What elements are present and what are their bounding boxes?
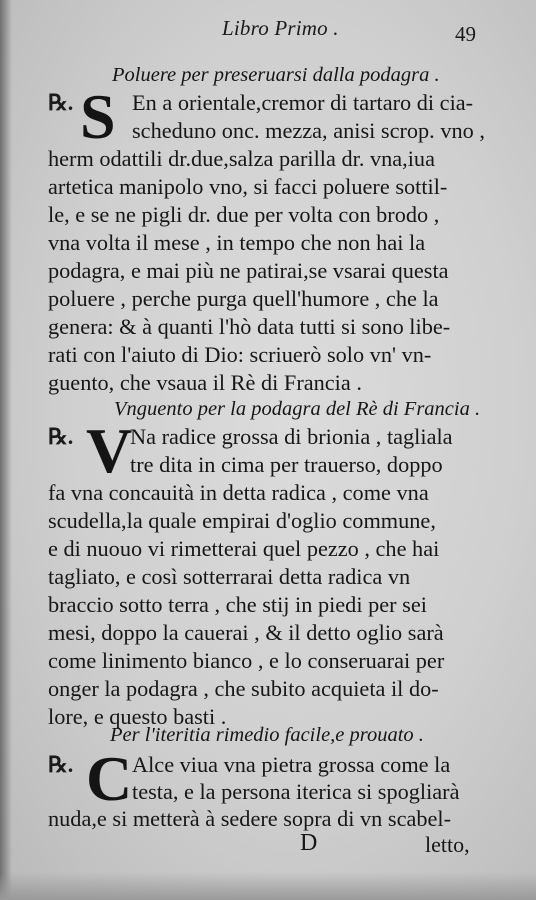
section-heading: Vnguento per la podagra del Rè di Francia .: [114, 398, 481, 420]
text-line: Alce viua vna pietra grossa come la: [132, 752, 451, 777]
section-heading: Per l'iteritia rimedio facile,e prouato .: [110, 724, 424, 746]
text-line: scheduno onc. mezza, anisi scrop. vno ,: [132, 118, 485, 143]
text-line: poluere , perche purga quell'humore , che la: [48, 286, 439, 311]
recipe-symbol: ℞.: [48, 752, 74, 777]
text-line: genera: & à quanti l'hò data tutti si sono libe-: [48, 314, 451, 339]
text-line: testa, e la persona iterica si spogliarà: [132, 779, 460, 804]
text-line: braccio sotto terra , che stij in piedi per sei: [48, 592, 427, 617]
text-line: le, e se ne pigli dr. due per volta con brodo ,: [48, 202, 440, 227]
catchword: letto,: [425, 832, 470, 857]
text-line: come linimento bianco , e lo conseruarai per: [48, 648, 445, 673]
text-line: herm odattili dr.due,salza parilla dr. vna,iua: [48, 146, 435, 171]
page-number: 49: [455, 22, 476, 46]
text-line: tre dita in cima per trauerso, doppo: [130, 452, 443, 477]
text-line: vna volta il mese , in tempo che non hai la: [48, 230, 426, 255]
page-gutter-shadow: [0, 0, 12, 900]
text-line: podagra, e mai più ne patirai,se vsarai questa: [48, 258, 449, 283]
running-title: Libro Primo .: [222, 16, 339, 40]
drop-cap-initial: S: [80, 81, 116, 152]
text-line: Na radice grossa di brionia , tagliala: [130, 424, 453, 449]
text-line: En a orientale,cremor di tartaro di cia-: [132, 90, 474, 115]
text-line: tagliato, e così sotterrarai detta radica vn: [48, 564, 411, 589]
text-line: lore, e questo basti .: [48, 704, 227, 729]
text-line: fa vna concauità in detta radica , come vna: [48, 480, 429, 505]
recipe-symbol: ℞.: [48, 90, 74, 115]
text-line: onger la podagra , che subito acquieta il do-: [48, 676, 439, 701]
page-bottom-shadow: [0, 872, 536, 900]
drop-cap-initial: V: [86, 415, 133, 486]
recipe-symbol: ℞.: [48, 424, 74, 449]
text-line: artetica manipolo vno, si facci poluere sottil-: [48, 174, 448, 199]
section-heading: Poluere per preseruarsi dalla podagra .: [112, 64, 440, 86]
text-line: guento, che vsaua il Rè di Francia .: [48, 370, 362, 395]
page-header: [0, 16, 536, 46]
text-line: e di nuouo vi rimetterai quel pezzo , che hai: [48, 536, 440, 561]
text-line: mesi, doppo la cauerai , & il detto oglio sarà: [48, 620, 444, 645]
signature-mark: D: [300, 830, 318, 856]
text-line: scudella,la quale empirai d'oglio commune,: [48, 508, 436, 533]
text-line: nuda,e si metterà à sedere sopra di vn scabel-: [48, 806, 452, 831]
drop-cap-initial: C: [86, 743, 133, 814]
text-line: rati con l'aiuto di Dio: scriuerò solo vn' vn-: [48, 342, 432, 367]
